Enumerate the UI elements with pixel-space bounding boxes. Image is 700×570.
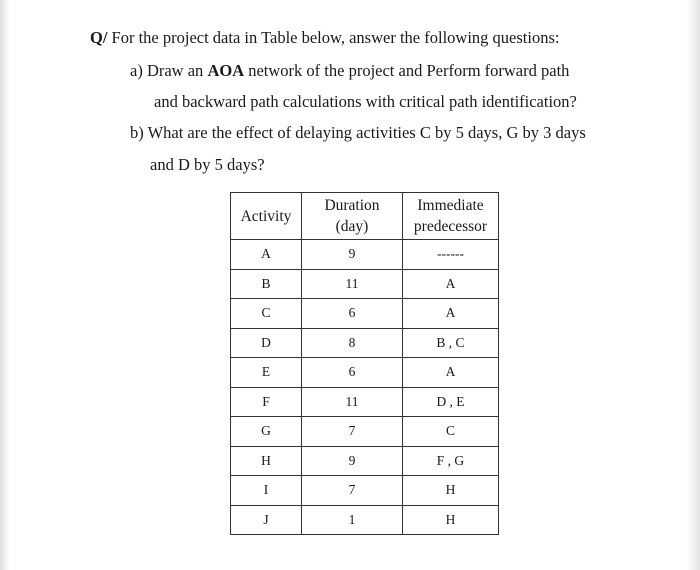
part-a-line-2: and backward path calculations with critical path identification? bbox=[154, 92, 577, 111]
table-row bbox=[231, 476, 499, 506]
table-row bbox=[231, 240, 499, 270]
predecessor-cell: H bbox=[403, 476, 499, 506]
question-text: For the project data in Table below, answer the following questions: bbox=[107, 28, 560, 47]
activity-cell: J bbox=[231, 505, 302, 535]
activity-cell: E bbox=[231, 358, 302, 388]
part-a-line-1 bbox=[130, 61, 569, 81]
predecessor-cell: B , C bbox=[403, 328, 499, 358]
project-data-table bbox=[230, 192, 499, 535]
duration-cell: 1 bbox=[302, 505, 403, 535]
activity-cell: F bbox=[231, 387, 302, 417]
duration-cell: 7 bbox=[302, 476, 403, 506]
header-duration bbox=[302, 193, 403, 240]
duration-cell: 11 bbox=[302, 387, 403, 417]
table-row bbox=[231, 505, 499, 535]
predecessor-cell: A bbox=[403, 269, 499, 299]
page-edge-shadow-right bbox=[686, 0, 700, 570]
activity-cell: D bbox=[231, 328, 302, 358]
header-duration-line2: (day) bbox=[335, 218, 369, 235]
part-b-text: What are the effect of delaying activities C by 5 days, G by 3 days bbox=[143, 123, 586, 142]
predecessor-cell: D , E bbox=[403, 387, 499, 417]
activity-cell: G bbox=[231, 417, 302, 447]
header-duration-line1: Duration bbox=[324, 197, 380, 214]
header-predecessor-line1: Immediate bbox=[417, 197, 484, 214]
activity-cell: A bbox=[231, 240, 302, 270]
header-predecessor-line2: predecessor bbox=[413, 218, 488, 235]
part-b-line-1 bbox=[130, 123, 586, 143]
predecessor-cell: A bbox=[403, 299, 499, 329]
duration-cell: 9 bbox=[302, 240, 403, 270]
table-row bbox=[231, 328, 499, 358]
activity-cell: H bbox=[231, 446, 302, 476]
activity-cell: B bbox=[231, 269, 302, 299]
table-row bbox=[231, 269, 499, 299]
question-prefix: Q/ bbox=[90, 28, 108, 47]
part-b-label: b) bbox=[130, 123, 144, 142]
part-a-label: a) bbox=[130, 61, 143, 80]
duration-cell: 11 bbox=[302, 269, 403, 299]
table-header-row bbox=[231, 193, 499, 240]
duration-cell: 7 bbox=[302, 417, 403, 447]
table-row bbox=[231, 446, 499, 476]
table-row bbox=[231, 358, 499, 388]
predecessor-cell: ------ bbox=[403, 240, 499, 270]
predecessor-cell: H bbox=[403, 505, 499, 535]
header-predecessor bbox=[403, 193, 499, 240]
duration-cell: 9 bbox=[302, 446, 403, 476]
page-edge-shadow-left bbox=[0, 0, 10, 570]
table-row bbox=[231, 417, 499, 447]
predecessor-cell: C bbox=[403, 417, 499, 447]
activity-cell: I bbox=[231, 476, 302, 506]
duration-cell: 8 bbox=[302, 328, 403, 358]
table-row bbox=[231, 299, 499, 329]
table-row bbox=[231, 387, 499, 417]
predecessor-cell: A bbox=[403, 358, 499, 388]
table-body bbox=[231, 240, 499, 535]
duration-cell: 6 bbox=[302, 358, 403, 388]
part-b-line-2: and D by 5 days? bbox=[150, 155, 265, 174]
header-activity: Activity bbox=[231, 193, 302, 240]
part-a-text-after: network of the project and Perform forward path bbox=[244, 61, 570, 80]
part-a-bold-term: AOA bbox=[207, 61, 245, 80]
part-a-text-before: Draw an bbox=[142, 61, 208, 80]
question-heading bbox=[90, 28, 559, 48]
predecessor-cell: F , G bbox=[403, 446, 499, 476]
duration-cell: 6 bbox=[302, 299, 403, 329]
activity-cell: C bbox=[231, 299, 302, 329]
